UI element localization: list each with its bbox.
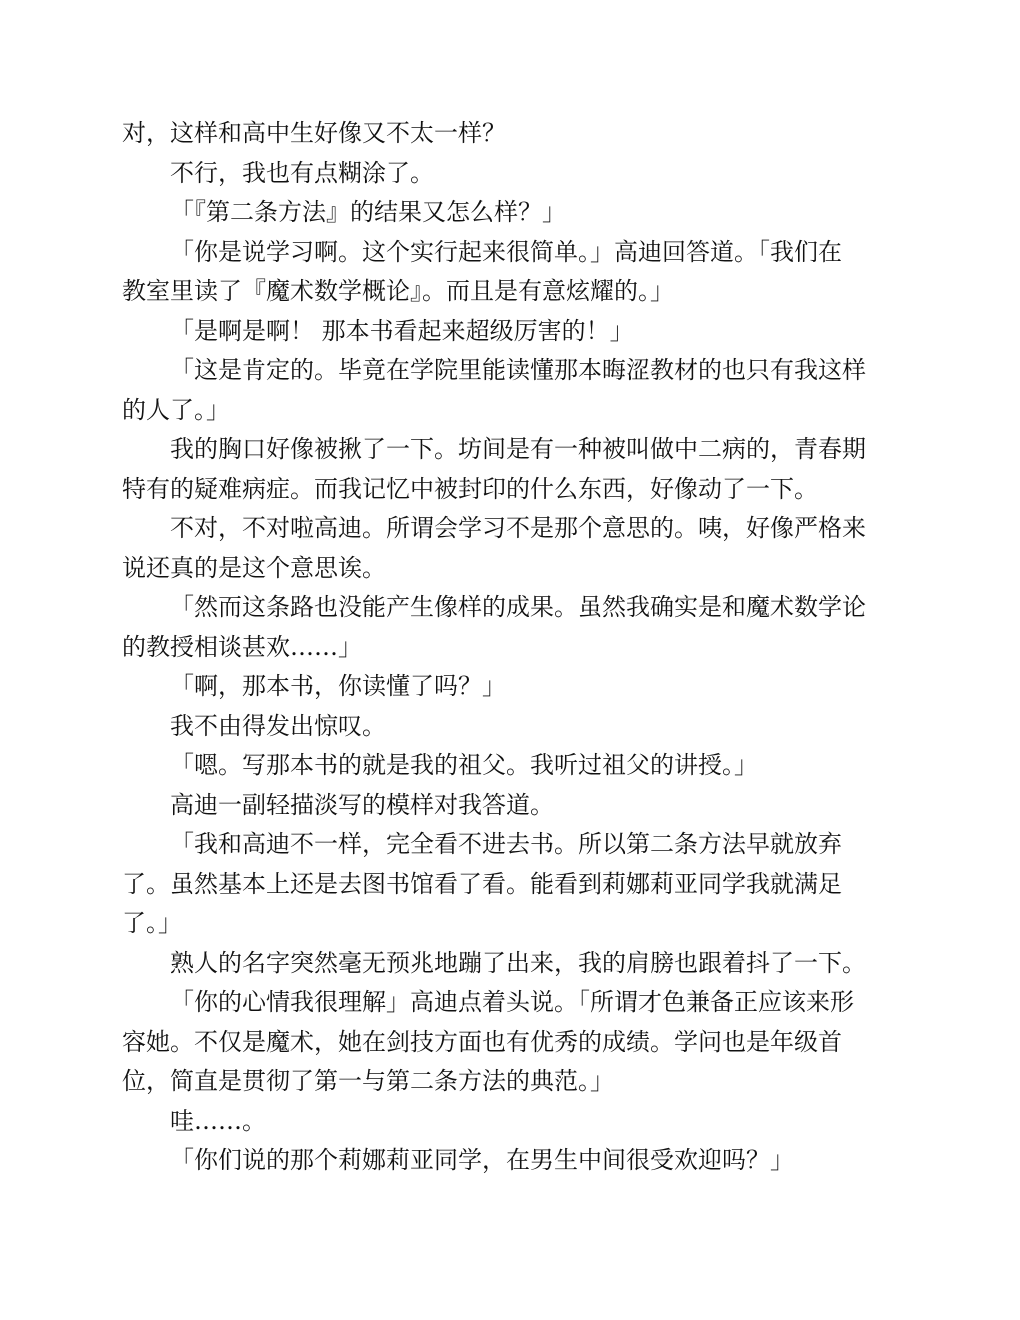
paragraph-12: 「嗯。写那本书的就是我的祖父。我听过祖父的讲授。」 bbox=[170, 751, 758, 779]
paragraph-18: 「你们说的那个莉娜莉亚同学，在男生中间很受欢迎吗？」 bbox=[170, 1146, 794, 1174]
body-text bbox=[122, 114, 902, 1181]
paragraph-8: 不对，不对啦高迪。所谓会学习不是那个意思的。咦，好像严格来 说还真的是这个意思诶。 bbox=[122, 514, 866, 582]
paragraph-10: 「啊，那本书，你读懂了吗？」 bbox=[170, 672, 506, 700]
paragraph-6: 「这是肯定的。毕竟在学院里能读懂那本晦涩教材的也只有我这样 的人了。」 bbox=[122, 356, 866, 424]
paragraph-11: 我不由得发出惊叹。 bbox=[170, 711, 386, 740]
paragraph-2: 不行，我也有点糊涂了。 bbox=[170, 158, 434, 187]
paragraph-7: 我的胸口好像被揪了一下。坊间是有一种被叫做中二病的，青春期 特有的疑难病症。而我记忆中被封印的什么东西，好像动了一下。 bbox=[122, 435, 866, 503]
paragraph-17: 哇……。 bbox=[170, 1106, 266, 1135]
paragraph-3: 「『第二条方法』的结果又怎么样？」 bbox=[170, 198, 566, 226]
paragraph-16: 「你的心情我很理解」高迪点着头说。「所谓才色兼备正应该来形 容她。不仅是魔术，她在剑技方面也有优秀的成绩。学问也是年级首 位，简直是贯彻了第一与第二条方法的典范。」 bbox=[122, 988, 854, 1095]
paragraph-13: 高迪一副轻描淡写的模样对我答道。 bbox=[170, 790, 554, 819]
paragraph-15: 熟人的名字突然毫无预兆地蹦了出来，我的肩膀也跟着抖了一下。 bbox=[170, 948, 866, 977]
paragraph-5: 「是啊是啊！ 那本书看起来超级厉害的！」 bbox=[170, 316, 634, 345]
paragraph-1: 对，这样和高中生好像又不太一样？ bbox=[122, 119, 506, 147]
paragraph-4: 「你是说学习啊。这个实行起来很简单。」高迪回答道。「我们在 教室里读了『魔术数学概论』。而且是有意炫耀的。」 bbox=[122, 237, 842, 305]
paragraph-14: 「我和高迪不一样，完全看不进去书。所以第二条方法早就放弃 了。虽然基本上还是去图书馆看了看。能看到莉娜莉亚同学我就满足 了。」 bbox=[122, 830, 842, 937]
paragraph-9: 「然而这条路也没能产生像样的成果。虽然我确实是和魔术数学论 的教授相谈甚欢……」 bbox=[122, 593, 866, 661]
